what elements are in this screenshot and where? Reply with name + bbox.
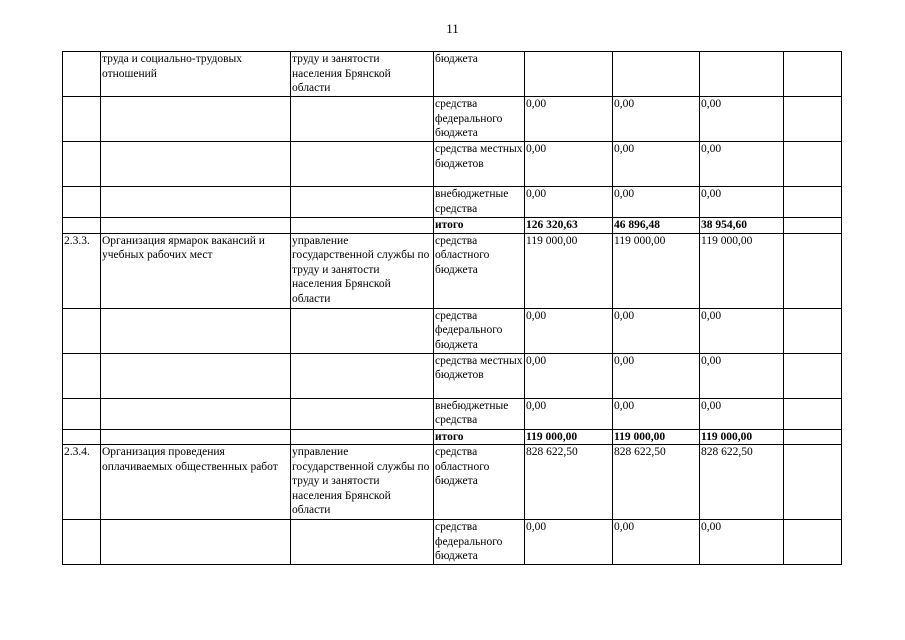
table-row xyxy=(63,445,842,520)
value-cell: 119 000,00 xyxy=(525,233,613,308)
index-cell xyxy=(63,187,101,218)
table-row xyxy=(63,398,842,429)
value-cell: 0,00 xyxy=(700,398,784,429)
total-row xyxy=(63,429,842,445)
value-cell: 0,00 xyxy=(700,353,784,398)
funding-source-cell: средства областного бюджета xyxy=(434,233,525,308)
empty-cell xyxy=(784,445,842,520)
measure-name-cell: труда и социально-трудовых отношений xyxy=(101,52,291,97)
index-cell xyxy=(63,353,101,398)
empty-cell xyxy=(784,353,842,398)
measure-name-cell: Организация ярмарок вакансий и учебных рабочих мест xyxy=(101,233,291,308)
table-row xyxy=(63,353,842,398)
total-value-cell: 119 000,00 xyxy=(613,429,700,445)
executor-cell xyxy=(291,398,434,429)
value-cell xyxy=(700,52,784,97)
value-cell: 0,00 xyxy=(525,97,613,142)
measure-name-cell xyxy=(101,308,291,353)
table-row xyxy=(63,52,842,97)
executor-cell xyxy=(291,308,434,353)
funding-source-cell: средства федерального бюджета xyxy=(434,520,525,565)
value-cell: 0,00 xyxy=(525,187,613,218)
measure-name-cell xyxy=(101,520,291,565)
funding-source-cell: итого xyxy=(434,218,525,234)
index-cell xyxy=(63,398,101,429)
index-cell xyxy=(63,142,101,187)
value-cell: 0,00 xyxy=(700,520,784,565)
executor-cell xyxy=(291,353,434,398)
empty-cell xyxy=(784,520,842,565)
measure-name-cell xyxy=(101,187,291,218)
total-value-cell: 46 896,48 xyxy=(613,218,700,234)
value-cell: 0,00 xyxy=(525,308,613,353)
executor-cell xyxy=(291,97,434,142)
total-value-cell: 119 000,00 xyxy=(525,429,613,445)
value-cell: 828 622,50 xyxy=(700,445,784,520)
value-cell: 0,00 xyxy=(613,142,700,187)
value-cell: 0,00 xyxy=(700,308,784,353)
value-cell xyxy=(613,52,700,97)
value-cell xyxy=(525,52,613,97)
empty-cell xyxy=(784,52,842,97)
value-cell: 0,00 xyxy=(525,520,613,565)
total-value-cell: 38 954,60 xyxy=(700,218,784,234)
empty-cell xyxy=(784,218,842,234)
measure-name-cell xyxy=(101,353,291,398)
empty-cell xyxy=(784,308,842,353)
table-row xyxy=(63,187,842,218)
index-cell xyxy=(63,520,101,565)
executor-cell xyxy=(291,520,434,565)
value-cell: 0,00 xyxy=(613,398,700,429)
value-cell: 0,00 xyxy=(613,308,700,353)
total-value-cell: 119 000,00 xyxy=(700,429,784,445)
executor-cell: управление государственной службы по труду и занятости населения Брянской области xyxy=(291,445,434,520)
table-row xyxy=(63,308,842,353)
measure-name-cell xyxy=(101,429,291,445)
index-cell xyxy=(63,308,101,353)
funding-source-cell: бюджета xyxy=(434,52,525,97)
empty-cell xyxy=(784,398,842,429)
funding-source-cell: итого xyxy=(434,429,525,445)
index-cell xyxy=(63,429,101,445)
empty-cell xyxy=(784,97,842,142)
funding-source-cell: средства федерального бюджета xyxy=(434,97,525,142)
value-cell: 0,00 xyxy=(700,142,784,187)
empty-cell xyxy=(784,187,842,218)
page-number: 11 xyxy=(446,21,459,36)
table-row xyxy=(63,97,842,142)
table-row xyxy=(63,520,842,565)
value-cell: 0,00 xyxy=(525,142,613,187)
value-cell: 0,00 xyxy=(613,520,700,565)
value-cell: 828 622,50 xyxy=(613,445,700,520)
value-cell: 0,00 xyxy=(525,398,613,429)
empty-cell xyxy=(784,233,842,308)
funding-source-cell: средства федерального бюджета xyxy=(434,308,525,353)
funding-source-cell: средства местных бюджетов xyxy=(434,142,525,187)
measure-name-cell xyxy=(101,218,291,234)
total-value-cell: 126 320,63 xyxy=(525,218,613,234)
value-cell: 0,00 xyxy=(700,97,784,142)
value-cell: 0,00 xyxy=(525,353,613,398)
value-cell: 0,00 xyxy=(613,353,700,398)
total-row xyxy=(63,218,842,234)
executor-cell: труду и занятости населения Брянской области xyxy=(291,52,434,97)
executor-cell: управление государственной службы по труду и занятости населения Брянской области xyxy=(291,233,434,308)
budget-table xyxy=(62,51,842,565)
funding-source-cell: внебюджетные средства xyxy=(434,398,525,429)
executor-cell xyxy=(291,429,434,445)
index-cell: 2.3.3. xyxy=(63,233,101,308)
table-row xyxy=(63,142,842,187)
index-cell: 2.3.4. xyxy=(63,445,101,520)
empty-cell xyxy=(784,142,842,187)
funding-source-cell: средства областного бюджета xyxy=(434,445,525,520)
measure-name-cell: Организация проведения оплачиваемых общественных работ xyxy=(101,445,291,520)
value-cell: 828 622,50 xyxy=(525,445,613,520)
measure-name-cell xyxy=(101,97,291,142)
measure-name-cell xyxy=(101,398,291,429)
index-cell xyxy=(63,52,101,97)
executor-cell xyxy=(291,187,434,218)
value-cell: 0,00 xyxy=(613,187,700,218)
value-cell: 119 000,00 xyxy=(613,233,700,308)
measure-name-cell xyxy=(101,142,291,187)
funding-source-cell: внебюджетные средства xyxy=(434,187,525,218)
value-cell: 119 000,00 xyxy=(700,233,784,308)
value-cell: 0,00 xyxy=(613,97,700,142)
executor-cell xyxy=(291,218,434,234)
index-cell xyxy=(63,97,101,142)
empty-cell xyxy=(784,429,842,445)
executor-cell xyxy=(291,142,434,187)
index-cell xyxy=(63,218,101,234)
value-cell: 0,00 xyxy=(700,187,784,218)
funding-source-cell: средства местных бюджетов xyxy=(434,353,525,398)
table-row xyxy=(63,233,842,308)
